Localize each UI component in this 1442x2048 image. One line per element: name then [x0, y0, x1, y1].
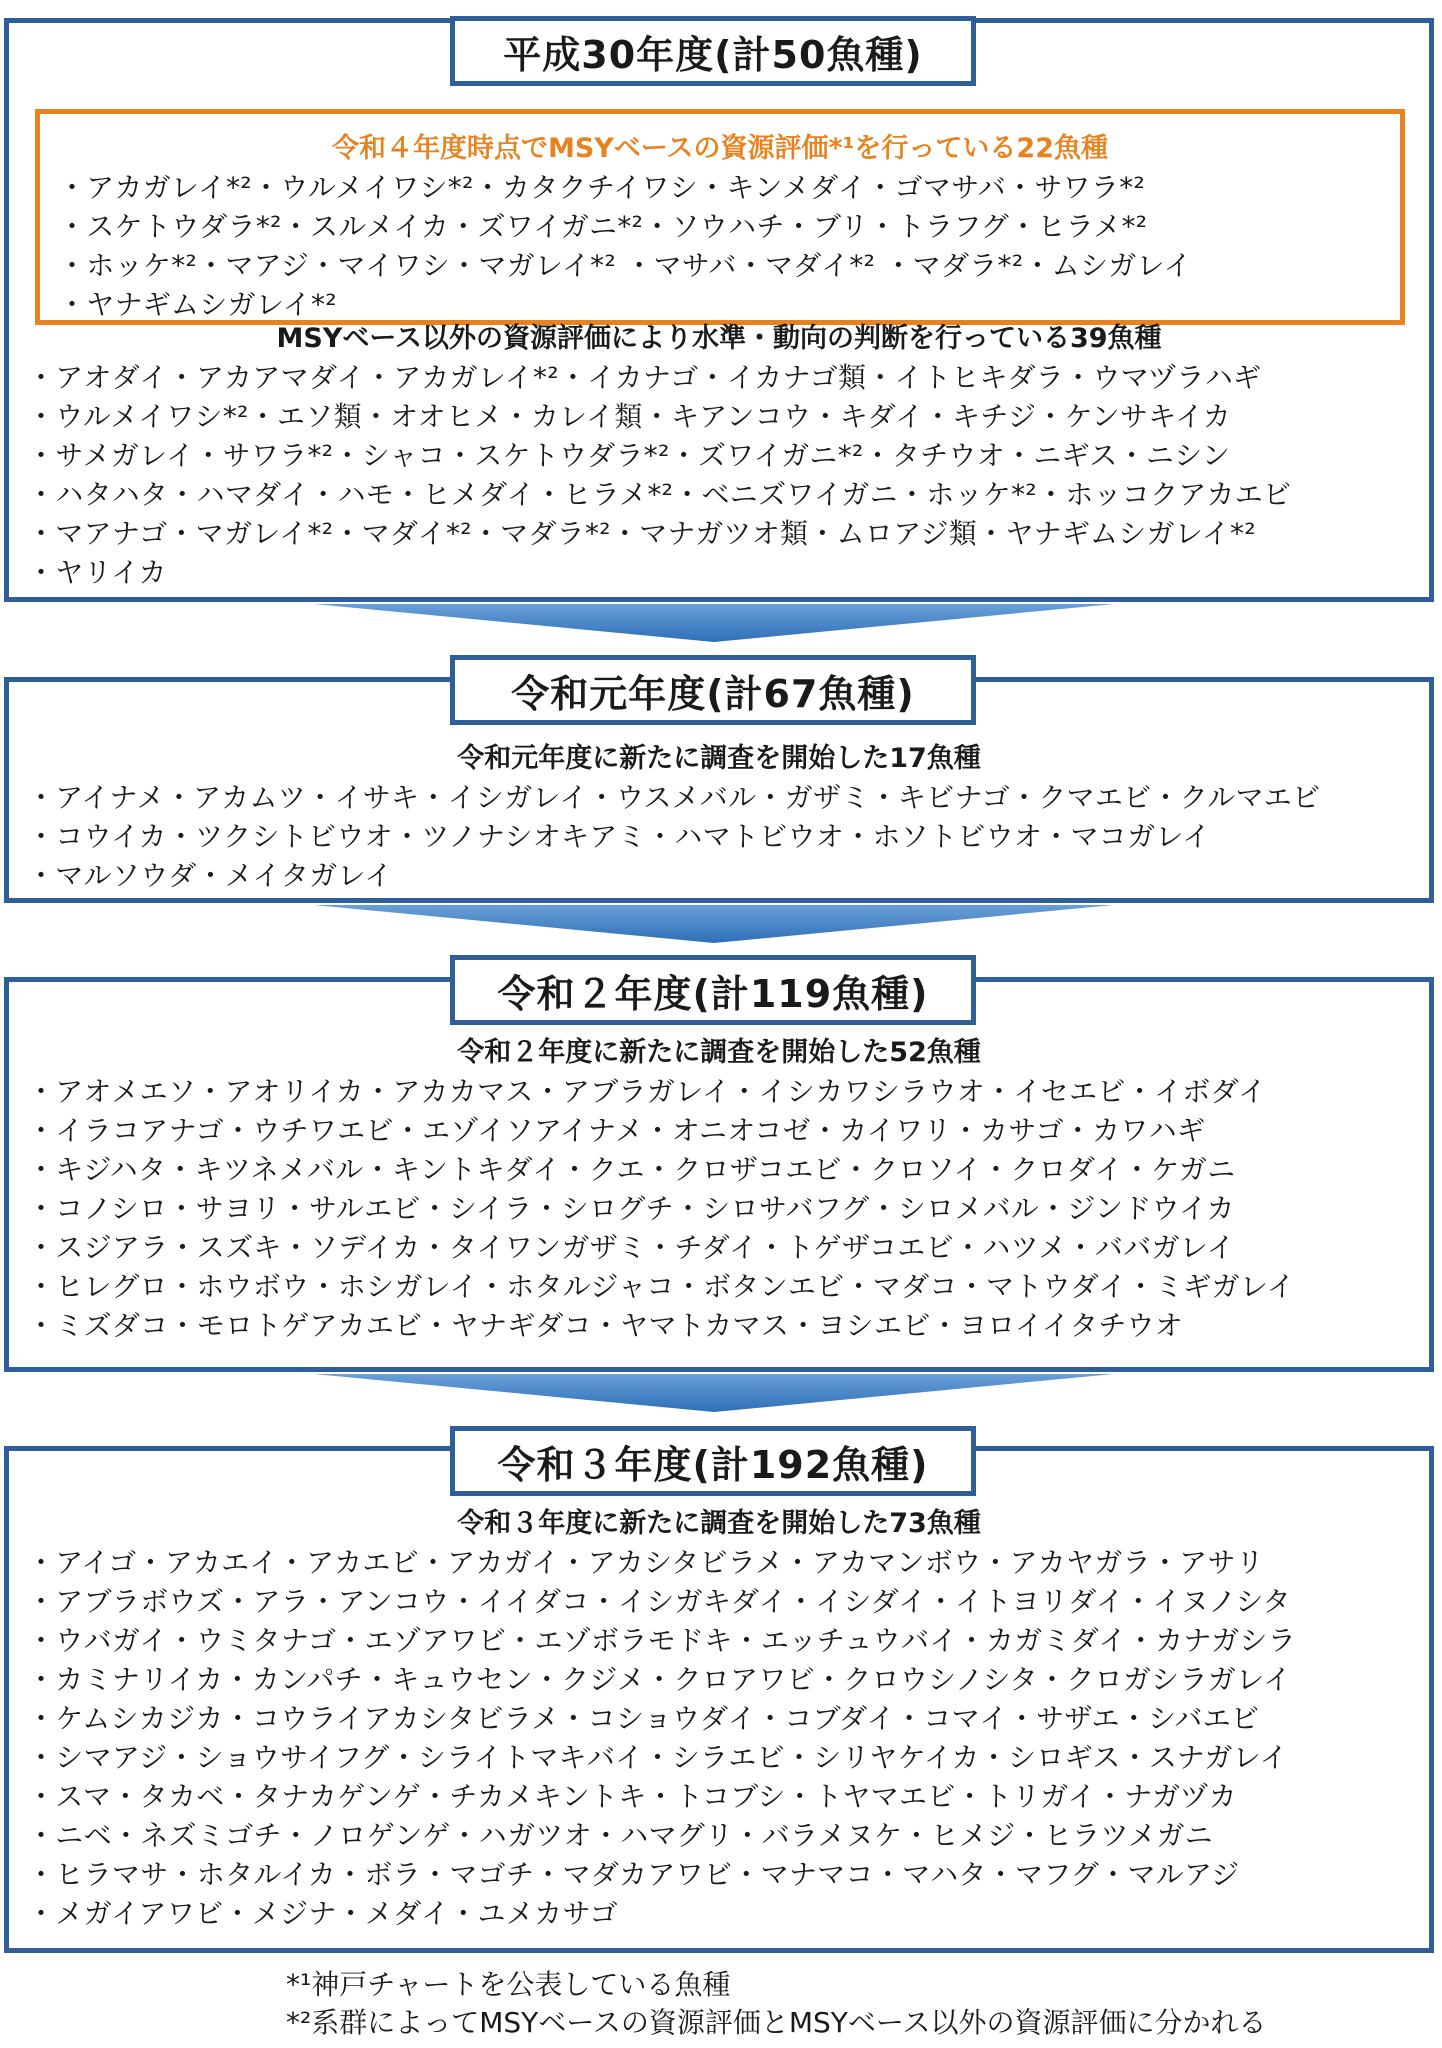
panel-r3: [4, 1446, 1434, 1953]
panel-title-r1-text: 令和元年度(計67魚種): [511, 671, 915, 716]
r2-line: ・スジアラ・スズキ・ソデイカ・タイワンガザミ・チダイ・トゲザコエビ・ハツメ・ババガレイ: [27, 1231, 1235, 1264]
msy-box: [35, 109, 1405, 325]
down-arrow-1: [314, 604, 1114, 642]
other-line: ・ヤリイカ: [27, 556, 167, 589]
r3-line: ・メガイアワビ・メジナ・メダイ・ユメカサゴ: [27, 1897, 618, 1930]
panel-r2: [4, 977, 1434, 1372]
r2-line: ・アオメエソ・アオリイカ・アカカマス・アブラガレイ・イシカワシラウオ・イセエビ・イボダイ: [27, 1075, 1267, 1108]
other-block: [9, 320, 1429, 592]
r2-block: [9, 1034, 1429, 1345]
r3-line: ・ヒラマサ・ホタルイカ・ボラ・マゴチ・マダカアワビ・マナマコ・マハタ・マフグ・マルアジ: [27, 1858, 1240, 1891]
other-line: ・アオダイ・アカアマダイ・アカガレイ*²・イカナゴ・イカナゴ類・イトヒキダラ・ウマヅラハギ: [27, 361, 1262, 394]
r2-line: ・イラコアナゴ・ウチワエビ・エゾイソアイナメ・オニオコゼ・カイワリ・カサゴ・カワハギ: [27, 1114, 1206, 1147]
r1-line: ・アイナメ・アカムツ・イサキ・イシガレイ・ウスメバル・ガザミ・キビナゴ・クマエビ・クルマエビ: [27, 781, 1321, 814]
r3-line: ・ニベ・ネズミゴチ・ノロゲンゲ・ハガツオ・ハマグリ・バラメヌケ・ヒメジ・ヒラツメガニ: [27, 1819, 1214, 1852]
r2-line: ・ヒレグロ・ホウボウ・ホシガレイ・ホタルジャコ・ボタンエビ・マダコ・マトウダイ・ミギガレイ: [27, 1270, 1296, 1303]
panel-title-h30: [450, 16, 976, 86]
msy-line: ・ヤナギムシガレイ*²: [58, 288, 337, 321]
r3-heading: 令和３年度に新たに調査を開始した73魚種: [457, 1508, 981, 1539]
r3-line: ・アイゴ・アカエイ・アカエビ・アカガイ・アカシタビラメ・アカマンボウ・アカヤガラ・アサリ: [27, 1546, 1265, 1579]
other-line: ・サメガレイ・サワラ*²・シャコ・スケトウダラ*²・ズワイガニ*²・タチウオ・ニギス・ニシン: [27, 439, 1231, 472]
r3-line: ・ケムシカジカ・コウライアカシタビラメ・コショウダイ・コブダイ・コマイ・サザエ・シバエビ: [27, 1702, 1260, 1735]
r3-line: ・スマ・タカベ・タナカゲンゲ・チカメキントキ・トコブシ・トヤマエビ・トリガイ・ナガヅカ: [27, 1780, 1237, 1813]
panel-h30: [4, 18, 1434, 602]
panel-title-r2: [450, 955, 976, 1025]
down-arrow-3: [314, 1374, 1114, 1412]
r2-line: ・ミズダコ・モロトゲアカエビ・ヤナギダコ・ヤマトカマス・ヨシエビ・ヨロイイタチウオ: [27, 1309, 1184, 1342]
r3-line: ・シマアジ・ショウサイフグ・シライトマキバイ・シラエビ・シリヤケイカ・シロギス・スナガレイ: [27, 1741, 1288, 1774]
panel-title-r1: [450, 655, 976, 725]
other-line: ・ウルメイワシ*²・エソ類・オオヒメ・カレイ類・キアンコウ・キダイ・キチジ・ケンサキイカ: [27, 400, 1232, 433]
other-heading: MSYベース以外の資源評価により水準・動向の判断を行っている39魚種: [276, 323, 1162, 354]
panel-title-r2-text: 令和２年度(計119魚種): [497, 971, 929, 1016]
other-line: ・マアナゴ・マガレイ*²・マダイ*²・マダラ*²・マナガツオ類・ムロアジ類・ヤナギムシガレイ*²: [27, 517, 1256, 550]
r2-line: ・キジハタ・キツネメバル・キントキダイ・クエ・クロザコエビ・クロソイ・クロダイ・ケガニ: [27, 1153, 1236, 1186]
footnote-1: *¹神戸チャートを公表している魚種: [286, 1968, 731, 2001]
r1-heading: 令和元年度に新たに調査を開始した17魚種: [457, 743, 981, 774]
r1-block: [9, 740, 1429, 895]
r1-line: ・マルソウダ・メイタガレイ: [27, 859, 393, 892]
r3-block: [9, 1505, 1429, 1933]
msy-line: ・アカガレイ*²・ウルメイワシ*²・カタクチイワシ・キンメダイ・ゴマサバ・サワラ*²: [58, 171, 1146, 204]
r3-line: ・アブラボウズ・アラ・アンコウ・イイダコ・イシガキダイ・イシダイ・イトヨリダイ・イヌノシタ: [27, 1585, 1291, 1618]
footnote-2: *²系群によってMSYベースの資源評価とMSYベース以外の資源評価に分かれる: [286, 2006, 1267, 2039]
msy-line: ・スケトウダラ*²・スルメイカ・ズワイガニ*²・ソウハチ・ブリ・トラフグ・ヒラメ*²: [58, 210, 1148, 243]
r3-line: ・カミナリイカ・カンパチ・キュウセン・クジメ・クロアワビ・クロウシノシタ・クロガシラガレイ: [27, 1663, 1292, 1696]
r1-line: ・コウイカ・ツクシトビウオ・ツノナシオキアミ・ハマトビウオ・ホソトビウオ・マコガレイ: [27, 820, 1211, 853]
panel-title-r3-text: 令和３年度(計192魚種): [497, 1442, 929, 1487]
down-arrow-2: [314, 905, 1114, 943]
r2-line: ・コノシロ・サヨリ・サルエビ・シイラ・シログチ・シロサバフグ・シロメバル・ジンドウイカ: [27, 1192, 1235, 1225]
other-line: ・ハタハタ・ハマダイ・ハモ・ヒメダイ・ヒラメ*²・ベニズワイガニ・ホッケ*²・ホッコクアカエビ: [27, 478, 1292, 511]
panel-title-h30-text: 平成30年度(計50魚種): [503, 32, 923, 77]
r2-heading: 令和２年度に新たに調査を開始した52魚種: [457, 1037, 981, 1068]
msy-line: ・ホッケ*²・マアジ・マイワシ・マガレイ*² ・マサバ・マダイ*² ・マダラ*²・ムシガレイ: [58, 249, 1192, 282]
panel-title-r3: [450, 1426, 976, 1496]
msy-heading: 令和４年度時点でMSYベースの資源評価*¹を行っている22魚種: [331, 133, 1109, 164]
r3-line: ・ウバガイ・ウミタナゴ・エゾアワビ・エゾボラモドキ・エッチュウバイ・カガミダイ・カナガシラ: [27, 1624, 1297, 1657]
